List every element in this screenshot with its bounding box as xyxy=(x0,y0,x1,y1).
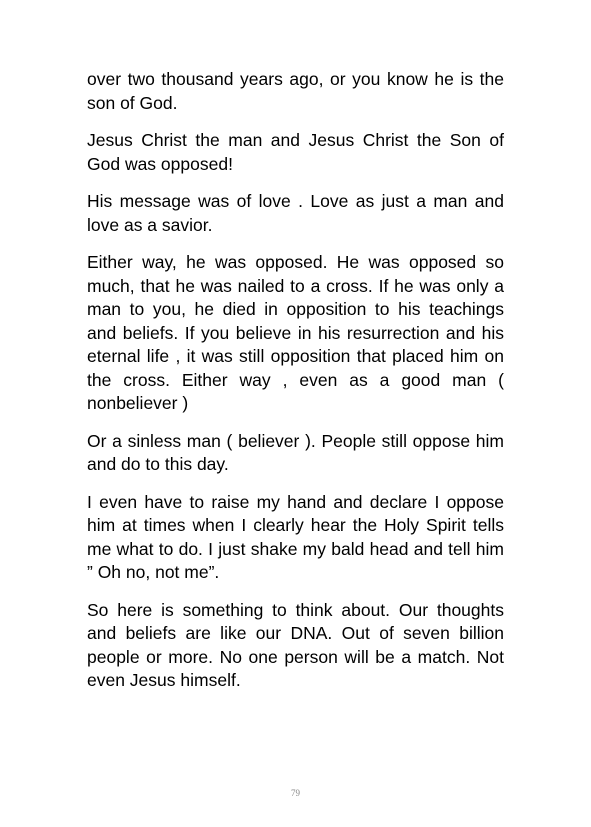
paragraph-6: I even have to raise my hand and declare I oppose him at times when I clearly hear the Holy Spirit tells me what to do. I just shake my bald head and tell him ” Oh no, not me”. xyxy=(87,491,504,582)
paragraph-1: over two thousand years ago, or you know he is the son of God. xyxy=(87,69,504,113)
paragraph-5: Or a sinless man ( believer ). People still oppose him and do to this day. xyxy=(87,430,504,474)
paragraph-2: Jesus Christ the man and Jesus Christ the Son of God was opposed! xyxy=(87,130,504,174)
paragraph-4: Either way, he was opposed. He was opposed so much, that he was nailed to a cross. If he was only a man to you, he died in opposition to his teachings and beliefs. If you believe in his resurrection and his eternal life , it was still opposition that placed him on the cross. Either way , even as a good man ( nonbeliever ) xyxy=(87,252,504,413)
body-text xyxy=(87,68,504,707)
paragraph-3: His message was of love . Love as just a man and love as a savior. xyxy=(87,191,504,235)
paragraph-7: So here is something to think about. Our thoughts and beliefs are like our DNA. Out of seven billion people or more. No one person will be a match. Not even Jesus himself. xyxy=(87,599,504,690)
page-number: 79 xyxy=(291,788,300,798)
